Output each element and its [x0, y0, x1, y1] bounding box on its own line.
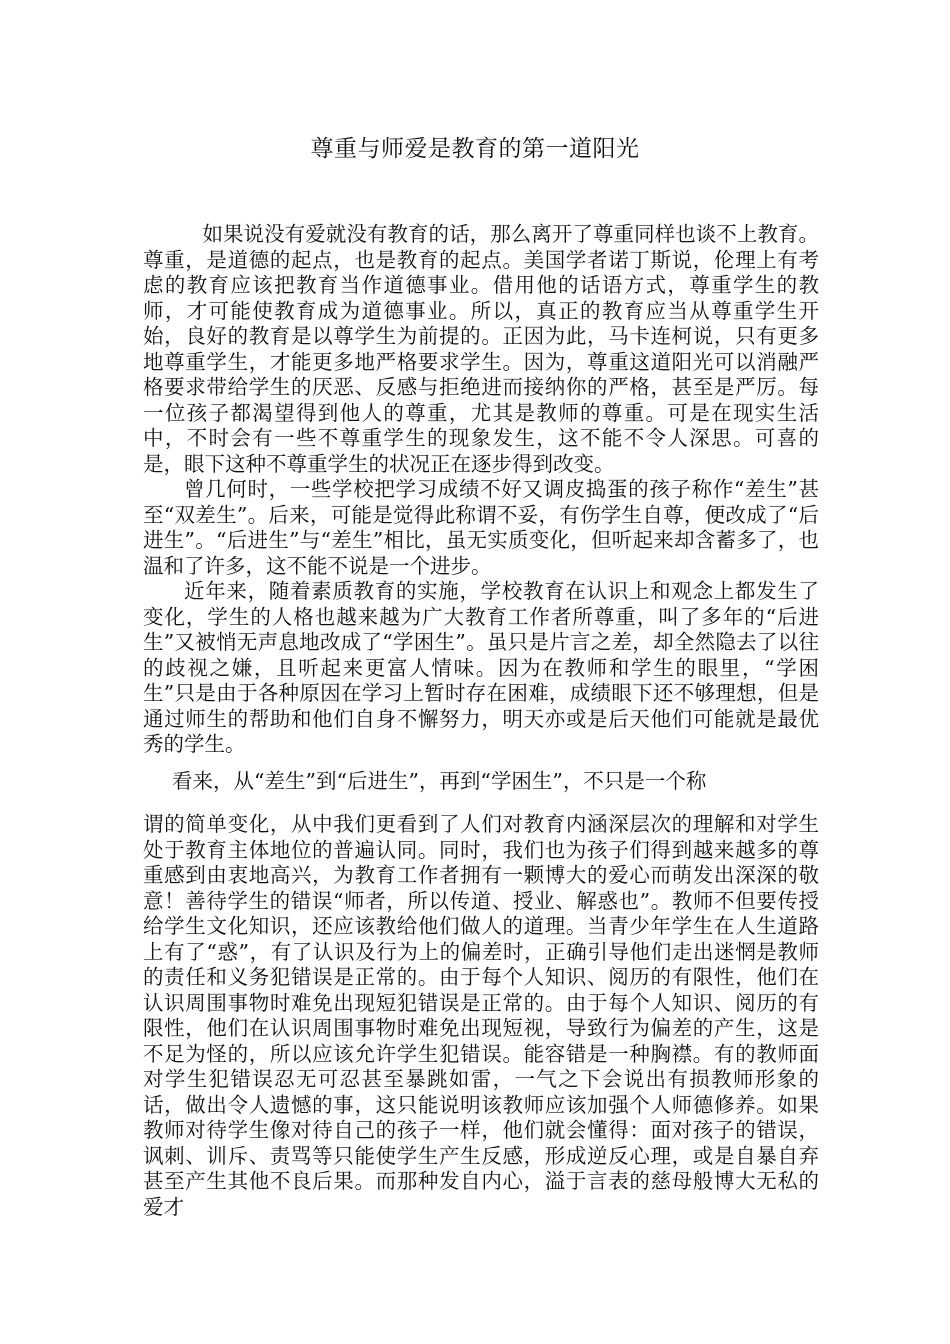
document-title: 尊重与师爱是教育的第一道阳光 — [310, 136, 640, 162]
document-body-lower — [143, 812, 819, 1220]
paragraph-recent-years: 近年来，随着素质教育的实施，学校教育在认识上和观念上都发生了变化，学生的人格也越来越为广大教育工作者所尊重，叫了多年的“后进生”又被悄无声息地改成了“学困生”。虽只是片言之差，却全然隐去了以往的歧视之嫌，且听起来更富人情味。因为在教师和学生的眼里，“学困生”只是由于各种原因在学习上暂时存在困难，成绩眼下还不够理想，但是通过师生的帮助和他们自身不懈努力，明天亦或是后天他们可能就是最优秀的学生。 — [143, 579, 819, 756]
paragraph-conclusion-continued: 谓的简单变化，从中我们更看到了人们对教育内涵深层次的理解和对学生处于教育主体地位的普遍认同。同时，我们也为孩子们得到越来越多的尊重感到由衷地高兴，为教育工作者拥有一颗博大的爱心而萌发出深深的敬意！善待学生的错误“师者，所以传道、授业、解惑也”。教师不但要传授给学生文化知识，还应该教给他们做人的道理。当青少年学生在人生道路上有了“惑”，有了认识及行为上的偏差时，正确引导他们走出迷惘是教师的责任和义务犯错误是正常的。由于每个人知识、阅历的有限性，他们在认识周围事物时难免出现短犯错误是正常的。由于每个人知识、阅历的有限性，他们在认识周围事物时难免出现短视，导致行为偏差的产生，这是不足为怪的，所以应该允许学生犯错误。能容错是一种胸襟。有的教师面对学生犯错误忍无可忍甚至暴跳如雷，一气之下会说出有损教师形象的话，做出令人遗憾的事，这只能说明该教师应该加强个人师德修养。如果教师对待学生像对待自己的孩子一样，他们就会懂得：面对孩子的错误，讽刺、训斥、责骂等只能使学生产生反感，形成逆反心理，或是自暴自弃甚至产生其他不良后果。而那种发自内心，溢于言表的慈母般博大无私的爱才 — [143, 812, 819, 1219]
document-body-upper — [143, 222, 819, 758]
paragraph-conclusion-start: 看来，从“差生”到“后进生”，再到“学困生”，不只是一个称 — [172, 769, 707, 793]
paragraph-respect: 如果说没有爱就没有教育的话，那么离开了尊重同样也谈不上教育。尊重，是道德的起点，也是教育的起点。美国学者诺丁斯说，伦理上有考虑的教育应该把教育当作道德事业。借用他的话语方式，尊重学生的教师，才可能使教育成为道德事业。所以，真正的教育应当从尊重学生开始，良好的教育是以尊学生为前提的。正因为此，马卡连柯说，只有更多地尊重学生，才能更多地严格要求学生。因为，尊重这道阳光可以消融严格要求带给学生的厌恶、反感与拒绝进而接纳你的严格，甚至是严厉。每一位孩子都渴望得到他人的尊重，尤其是教师的尊重。可是在现实生活中，不时会有一些不尊重学生的现象发生，这不能不令人深思。可喜的是，眼下这种不尊重学生的状况正在逐步得到改变。 — [143, 222, 819, 476]
paragraph-labels-history: 曾几何时，一些学校把学习成绩不好又调皮捣蛋的孩子称作“差生”甚至“双差生”。后来，可能是觉得此称谓不妥，有伤学生自尊，便改成了“后进生”。“后进生”与“差生”相比，虽无实质变化，但听起来却含蓄多了，也温和了许多，这不能不说是一个进步。 — [143, 477, 819, 578]
